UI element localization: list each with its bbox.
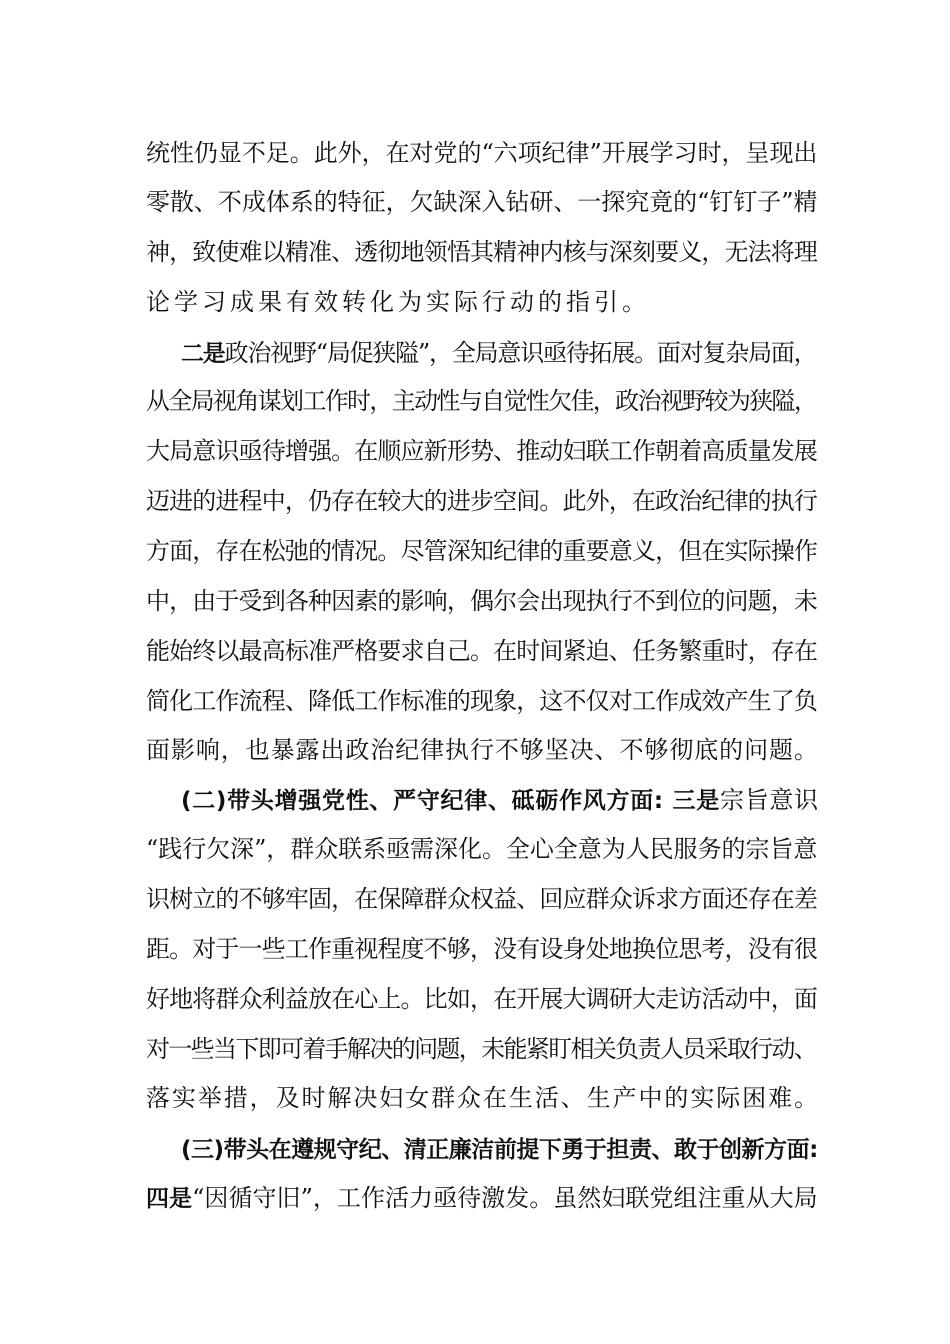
section-heading: (三)带头在遵规守纪、清正廉洁前提下勇于担责、敢于创新方面: bbox=[181, 1137, 818, 1163]
text-line: 统性仍显不足。此外，在对党的“六项纪律”开展学习时，呈现出 bbox=[146, 139, 818, 167]
text-line: 距。对于一些工作重视程度不够，没有设身处地换位思考，没有很 bbox=[146, 935, 818, 963]
text-line: 识树立的不够牢固，在保障群众权益、回应群众诉求方面还存在差 bbox=[146, 885, 818, 913]
text-line: “践行欠深”，群众联系亟需深化。全心全意为人民服务的宗旨意 bbox=[146, 835, 818, 863]
text-line: 迈进的进程中，仍存在较大的进步空间。此外，在政治纪律的执行 bbox=[146, 487, 818, 515]
text-line: 从全局视角谋划工作时，主动性与自觉性欠佳，政治视野较为狭隘， bbox=[146, 387, 817, 415]
text-line: 对一些当下即可着手解决的问题，未能紧盯相关负责人员采取行动、 bbox=[146, 1035, 817, 1063]
text-line: 论学习成果有效转化为实际行动的指引。 bbox=[146, 288, 650, 316]
text-line: 神，致使难以精准、透彻地领悟其精神内核与深刻要义，无法将理 bbox=[146, 238, 818, 266]
section-heading-line bbox=[181, 1132, 818, 1167]
text-line: 简化工作流程、降低工作标准的现象，这不仅对工作成效产生了负 bbox=[146, 687, 818, 715]
text-line: 落实举措，及时解决妇女群众在生活、生产中的实际困难。 bbox=[146, 1084, 820, 1112]
section-heading: (二)带头增强党性、严守纪律、砥砺作风方面: 三是 bbox=[181, 788, 720, 814]
point-label: 四是 bbox=[146, 1186, 193, 1212]
text-line: 零散、不成体系的特征，欠缺深入钻研、一探究竟的“钉钉子”精 bbox=[146, 188, 818, 216]
text-line: 方面，存在松弛的情况。尽管深知纪律的重要意义，但在实际操作 bbox=[146, 537, 818, 565]
paragraph-first-line: 四是“因循守旧”，工作活力亟待激发。虽然妇联党组注重从大局 bbox=[146, 1184, 818, 1212]
point-label: 二是 bbox=[181, 341, 225, 367]
paragraph-first-line: 二是政治视野“局促狭隘”，全局意识亟待拓展。面对复杂局面， bbox=[181, 339, 817, 367]
text-line: 大局意识亟待增强。在顺应新形势、推动妇联工作朝着高质量发展 bbox=[146, 437, 818, 465]
text-line: 能始终以最高标准严格要求自己。在时间紧迫、任务繁重时，存在 bbox=[146, 637, 818, 665]
section-heading-line: (二)带头增强党性、严守纪律、砥砺作风方面: 三是宗旨意识 bbox=[181, 786, 819, 814]
text-line: 中，由于受到各种因素的影响，偶尔会出现执行不到位的问题，未 bbox=[146, 587, 818, 615]
text-line: 面影响，也暴露出政治纪律执行不够坚决、不够彻底的问题。 bbox=[146, 736, 819, 764]
text-line: 好地将群众利益放在心上。比如，在开展大调研大走访活动中，面 bbox=[146, 985, 818, 1013]
